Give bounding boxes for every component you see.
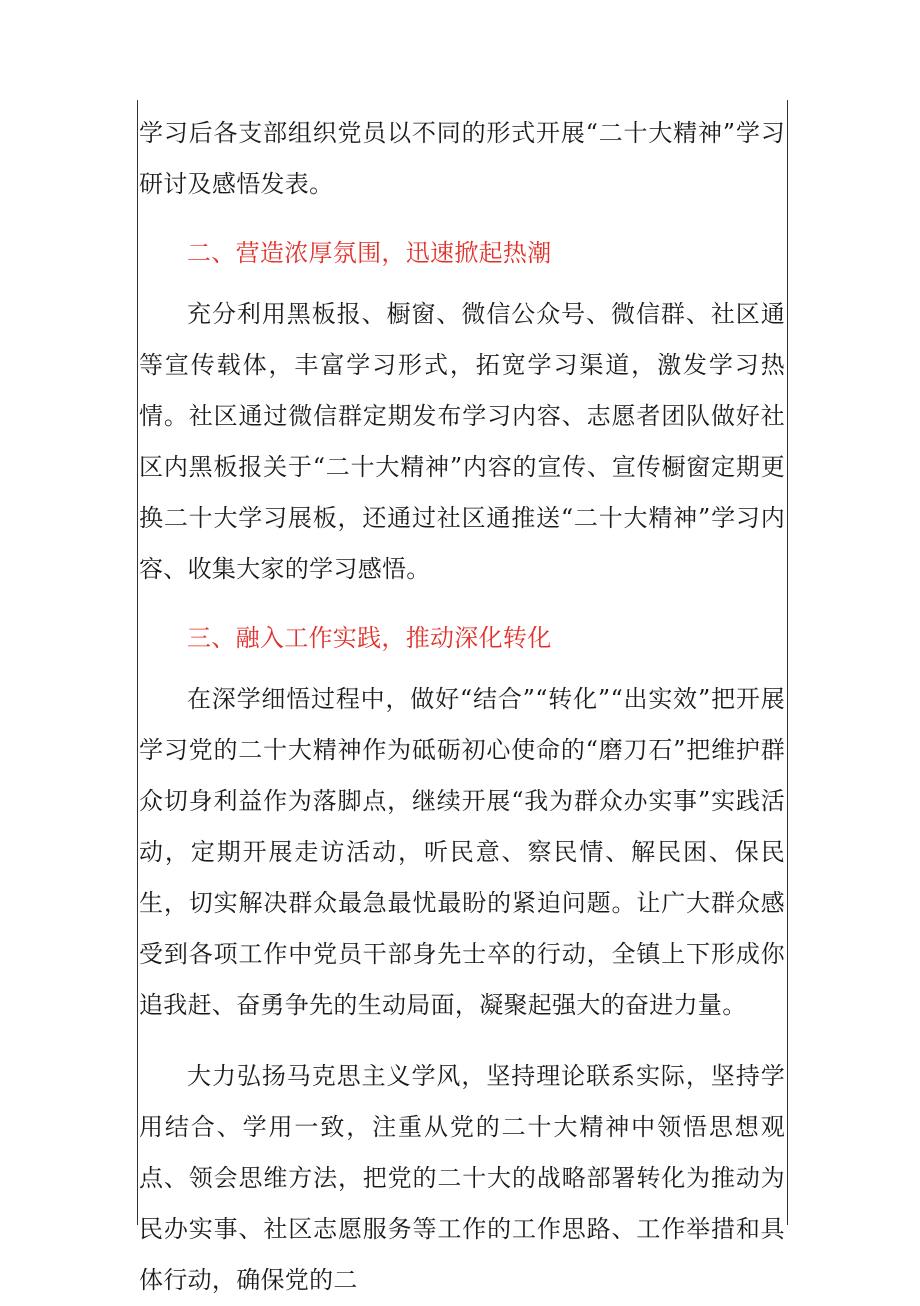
section-heading-practice: 三、融入工作实践，推动深化转化 [187,624,552,652]
paragraph-practice-activities: 在深学细悟过程中，做好“结合”“转化”“出实效”把开展学习党的二十大精神作为砥砺初心使命的“磨刀石”把维护群众切身利益作为落脚点，继续开展“我为群众办实事”实践活动，定期开展走访活动，听民意、察民情、解民困、保民生，切实解决群众最急最忧最盼的紧迫问题。让广大群众感受到各项工作中党员干部身先士卒的行动，全镇上下形成你追我赶、奋勇争先的生动局面，凝聚起强大的奋进力量。 [139,685,785,1019]
page-border-right [787,100,788,1225]
paragraph-publicity-channels: 充分利用黑板报、橱窗、微信公众号、微信群、社区通等宣传载体，丰富学习形式，拓宽学习渠道，激发学习热情。社区通过微信群定期发布学习内容、志愿者团队做好社区内黑板报关于“二十大精神”内容的宣传、宣传橱窗定期更换二十大学习展板，还通过社区通推送“二十大精神”学习内容、收集大家的学习感悟。 [139,300,785,583]
paragraph-marxist-style: 大力弘扬马克思主义学风，坚持理论联系实际，坚持学用结合、学用一致，注重从党的二十大精神中领悟思想观点、领会思维方法，把党的二十大的战略部署转化为推动为民办实事、社区志愿服务等工作的工作思路、工作举措和具体行动，确保党的二 [139,1062,785,1294]
section-heading-atmosphere: 二、营造浓厚氛围，迅速掀起热潮 [187,239,552,267]
page-border-left [137,100,138,1225]
document-body [139,108,785,1306]
paragraph-study-discussion: 学习后各支部组织党员以不同的形式开展“二十大精神”学习研讨及感悟发表。 [139,119,785,198]
